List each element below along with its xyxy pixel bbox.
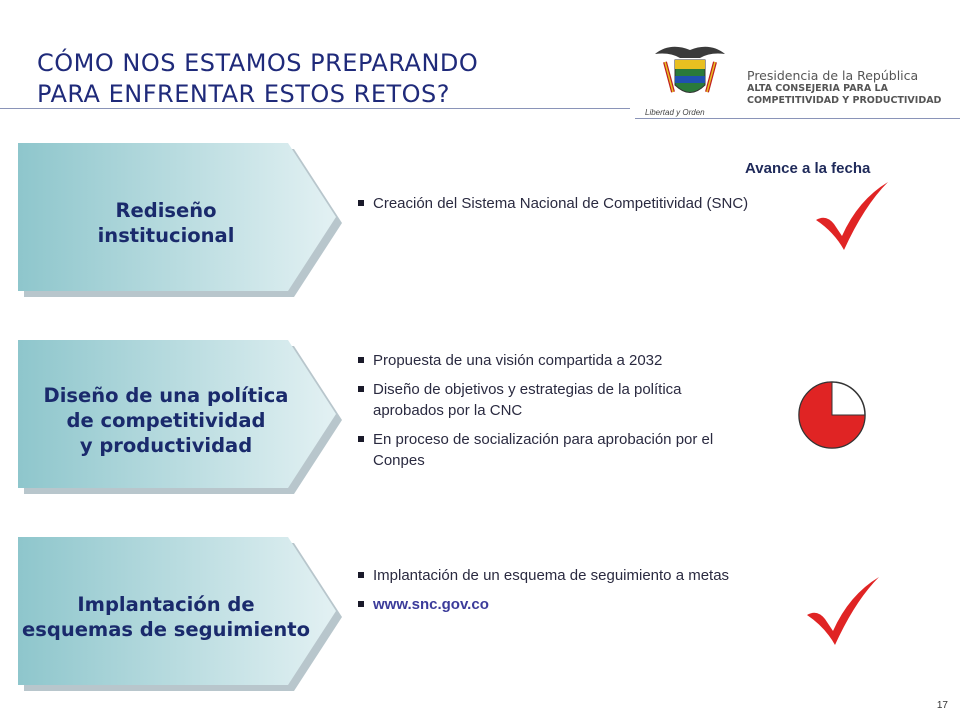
checkmark-icon (803, 575, 883, 647)
bullet-item: Diseño de objetivos y estrategias de la política aprobados por la CNC (355, 379, 755, 421)
slide-title (37, 48, 478, 110)
logo-motto: Libertad y Orden (645, 108, 705, 117)
chevron-label: Implantación de esquemas de seguimiento (22, 593, 310, 641)
progress-header: Avance a la fecha (745, 160, 871, 177)
logo-line-2: ALTA CONSEJERIA PARA LA (747, 83, 888, 94)
bullet-item: Propuesta de una visión compartida a 2032 (355, 350, 755, 371)
chevron-label: Diseño de una política de competitividad y productividad (43, 383, 289, 457)
logo-line-1: Presidencia de la República (747, 68, 919, 83)
bullet-item: Implantación de un esquema de seguimiento a metas (355, 565, 755, 586)
logo-line-3: COMPETITIVIDAD Y PRODUCTIVIDAD (747, 95, 942, 106)
bullet-list-rediseno (355, 193, 755, 222)
logo-divider (635, 118, 960, 119)
progress-pie-icon (797, 380, 867, 450)
title-divider (0, 108, 630, 109)
chevron-rediseno (18, 143, 348, 303)
bullet-item: Creación del Sistema Nacional de Competitividad (SNC) (355, 193, 755, 214)
snc-website-link[interactable]: www.snc.gov.co (373, 596, 489, 613)
presidency-logo (645, 40, 945, 125)
title-line-2: PARA ENFRENTAR ESTOS RETOS? (37, 80, 451, 108)
chevron-label: Rediseño institucional (97, 199, 235, 247)
bullet-list-seguimiento (355, 565, 755, 623)
bullet-item: En proceso de socialización para aprobación por el Conpes (355, 429, 755, 471)
bullet-list-politica (355, 350, 755, 479)
coat-of-arms-icon (645, 40, 735, 110)
bullet-item[interactable] (355, 594, 755, 615)
title-line-1: CÓMO NOS ESTAMOS PREPARANDO (37, 49, 479, 77)
chevron-seguimiento (18, 537, 348, 697)
checkmark-icon (812, 180, 892, 252)
page-number: 17 (936, 700, 948, 711)
chevron-politica (18, 340, 348, 500)
